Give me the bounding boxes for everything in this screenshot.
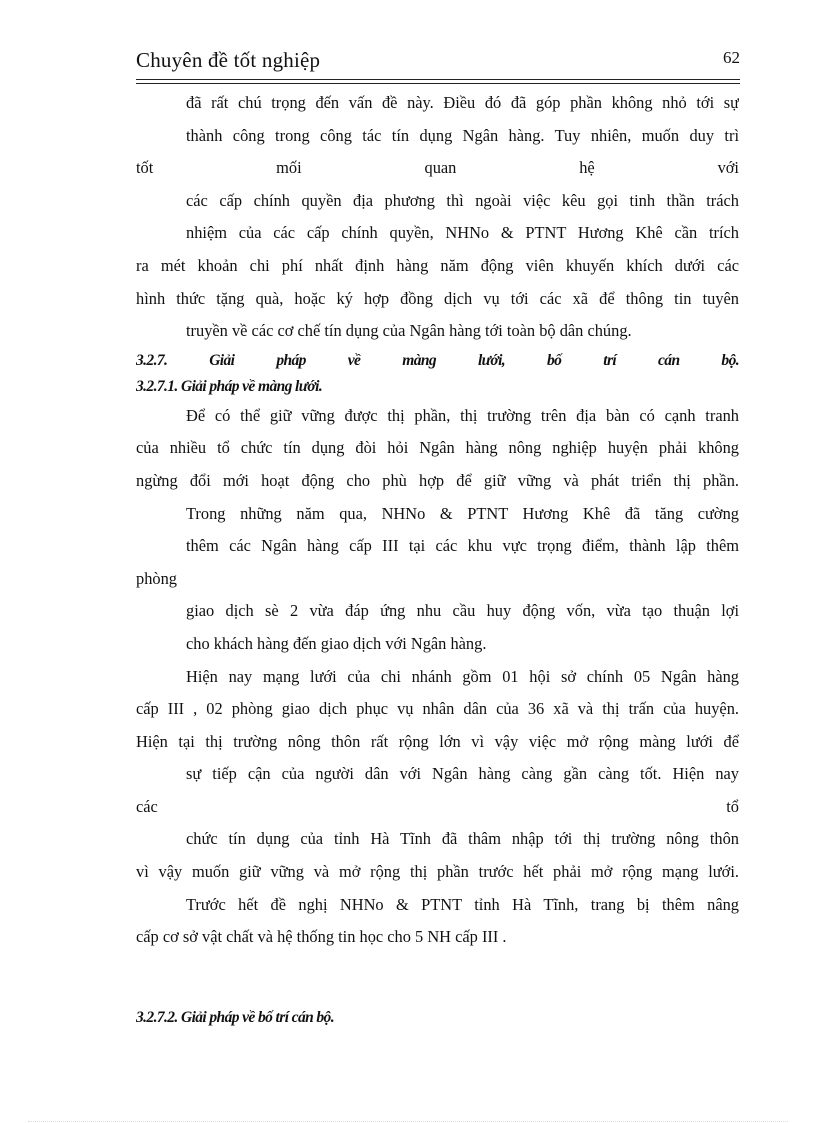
header-title: Chuyên đề tốt nghiệp xyxy=(136,48,321,72)
text-line: Trong những năm qua, NHNo & PTNT Hương Khê đã tăng cường xyxy=(186,503,739,523)
text-line: Hiện tại thị trường nông thôn rất rộng lớn vì vậy việc mở rộng màng lưới để xyxy=(136,731,739,751)
text-line: cho khách hàng đến giao dịch với Ngân hàng. xyxy=(186,633,487,653)
text-line: Trước hết đề nghị NHNo & PTNT tỉnh Hà Tĩnh, trang bị thêm nâng xyxy=(186,894,739,914)
text-line: nhiệm của các cấp chính quyền, NHNo & PTNT Hương Khê cần trích xyxy=(186,223,739,243)
text-line: các tổ xyxy=(136,796,739,816)
text-line: của nhiều tổ chức tín dụng đòi hỏi Ngân hàng nông nghiệp huyện phải không xyxy=(136,438,739,458)
text-line: Để có thể giữ vững được thị phần, thị trường trên địa bàn có cạnh tranh xyxy=(186,405,739,425)
page-header xyxy=(136,44,740,84)
header-rule-bottom xyxy=(136,83,740,84)
text-line: phòng xyxy=(136,568,177,588)
text-line: các cấp chính quyền địa phương thì ngoài việc kêu gọi tinh thần trách xyxy=(186,190,739,210)
text-line: Hiện nay mạng lưới của chi nhánh gồm 01 hội sở chính 05 Ngân hàng xyxy=(186,666,739,686)
text-line: cấp cơ sở vật chất và hệ thống tin học cho 5 NH cấp III . xyxy=(136,927,507,947)
document-body xyxy=(136,88,739,1032)
text-line: truyền về các cơ chế tín dụng của Ngân hàng tới toàn bộ dân chúng. xyxy=(186,321,632,341)
page-number: 62 xyxy=(723,48,740,67)
blank-space xyxy=(136,955,739,1006)
text-line: ngừng đổi mới hoạt động cho phù hợp để giữ vững và phát triển thị phần. xyxy=(136,470,739,490)
footer-divider xyxy=(28,1121,788,1122)
subsection-heading: 3.2.7.2. Giải pháp về bố trí cán bộ. xyxy=(136,1008,334,1026)
text-line: đã rất chú trọng đến vấn đề này. Điều đó đã góp phần không nhỏ tới sự xyxy=(186,93,739,112)
subsection-heading: 3.2.7.1. Giải pháp về màng lưới. xyxy=(136,377,323,395)
text-line: thành công trong công tác tín dụng Ngân hàng. Tuy nhiên, muốn duy trì xyxy=(186,125,739,145)
text-line: thêm các Ngân hàng cấp III tại các khu vực trọng điểm, thành lập thêm xyxy=(186,536,739,556)
text-line: tốt mối quan hệ với xyxy=(136,158,739,178)
text-line: giao dịch sè 2 vừa đáp ứng nhu cầu huy động vốn, vừa tạo thuận lợi xyxy=(186,601,739,621)
text-line: sự tiếp cận của người dân với Ngân hàng càng gần càng tốt. Hiện nay xyxy=(186,764,739,784)
text-line: vì vậy muốn giữ vững và mở rộng thị phần trước hết phải mở rộng mạng lưới. xyxy=(136,862,739,882)
text-line: chức tín dụng của tỉnh Hà Tĩnh đã thâm nhập tới thị trường nông thôn xyxy=(186,829,739,849)
text-line: ra mét khoản chi phí nhất định hàng năm động viên khuyến khích dưới các xyxy=(136,255,739,275)
text-line: cấp III , 02 phòng giao dịch phục vụ nhân dân của 36 xã và thị trấn của huyện. xyxy=(136,699,739,719)
header-rule-top xyxy=(136,79,740,80)
section-heading: 3.2.7. Giải pháp về màng lưới, bố trí cán bộ. xyxy=(136,351,739,369)
text-line: hình thức tặng quà, hoặc ký hợp đồng dịch vụ tới các xã để thông tin tuyên xyxy=(136,288,739,308)
